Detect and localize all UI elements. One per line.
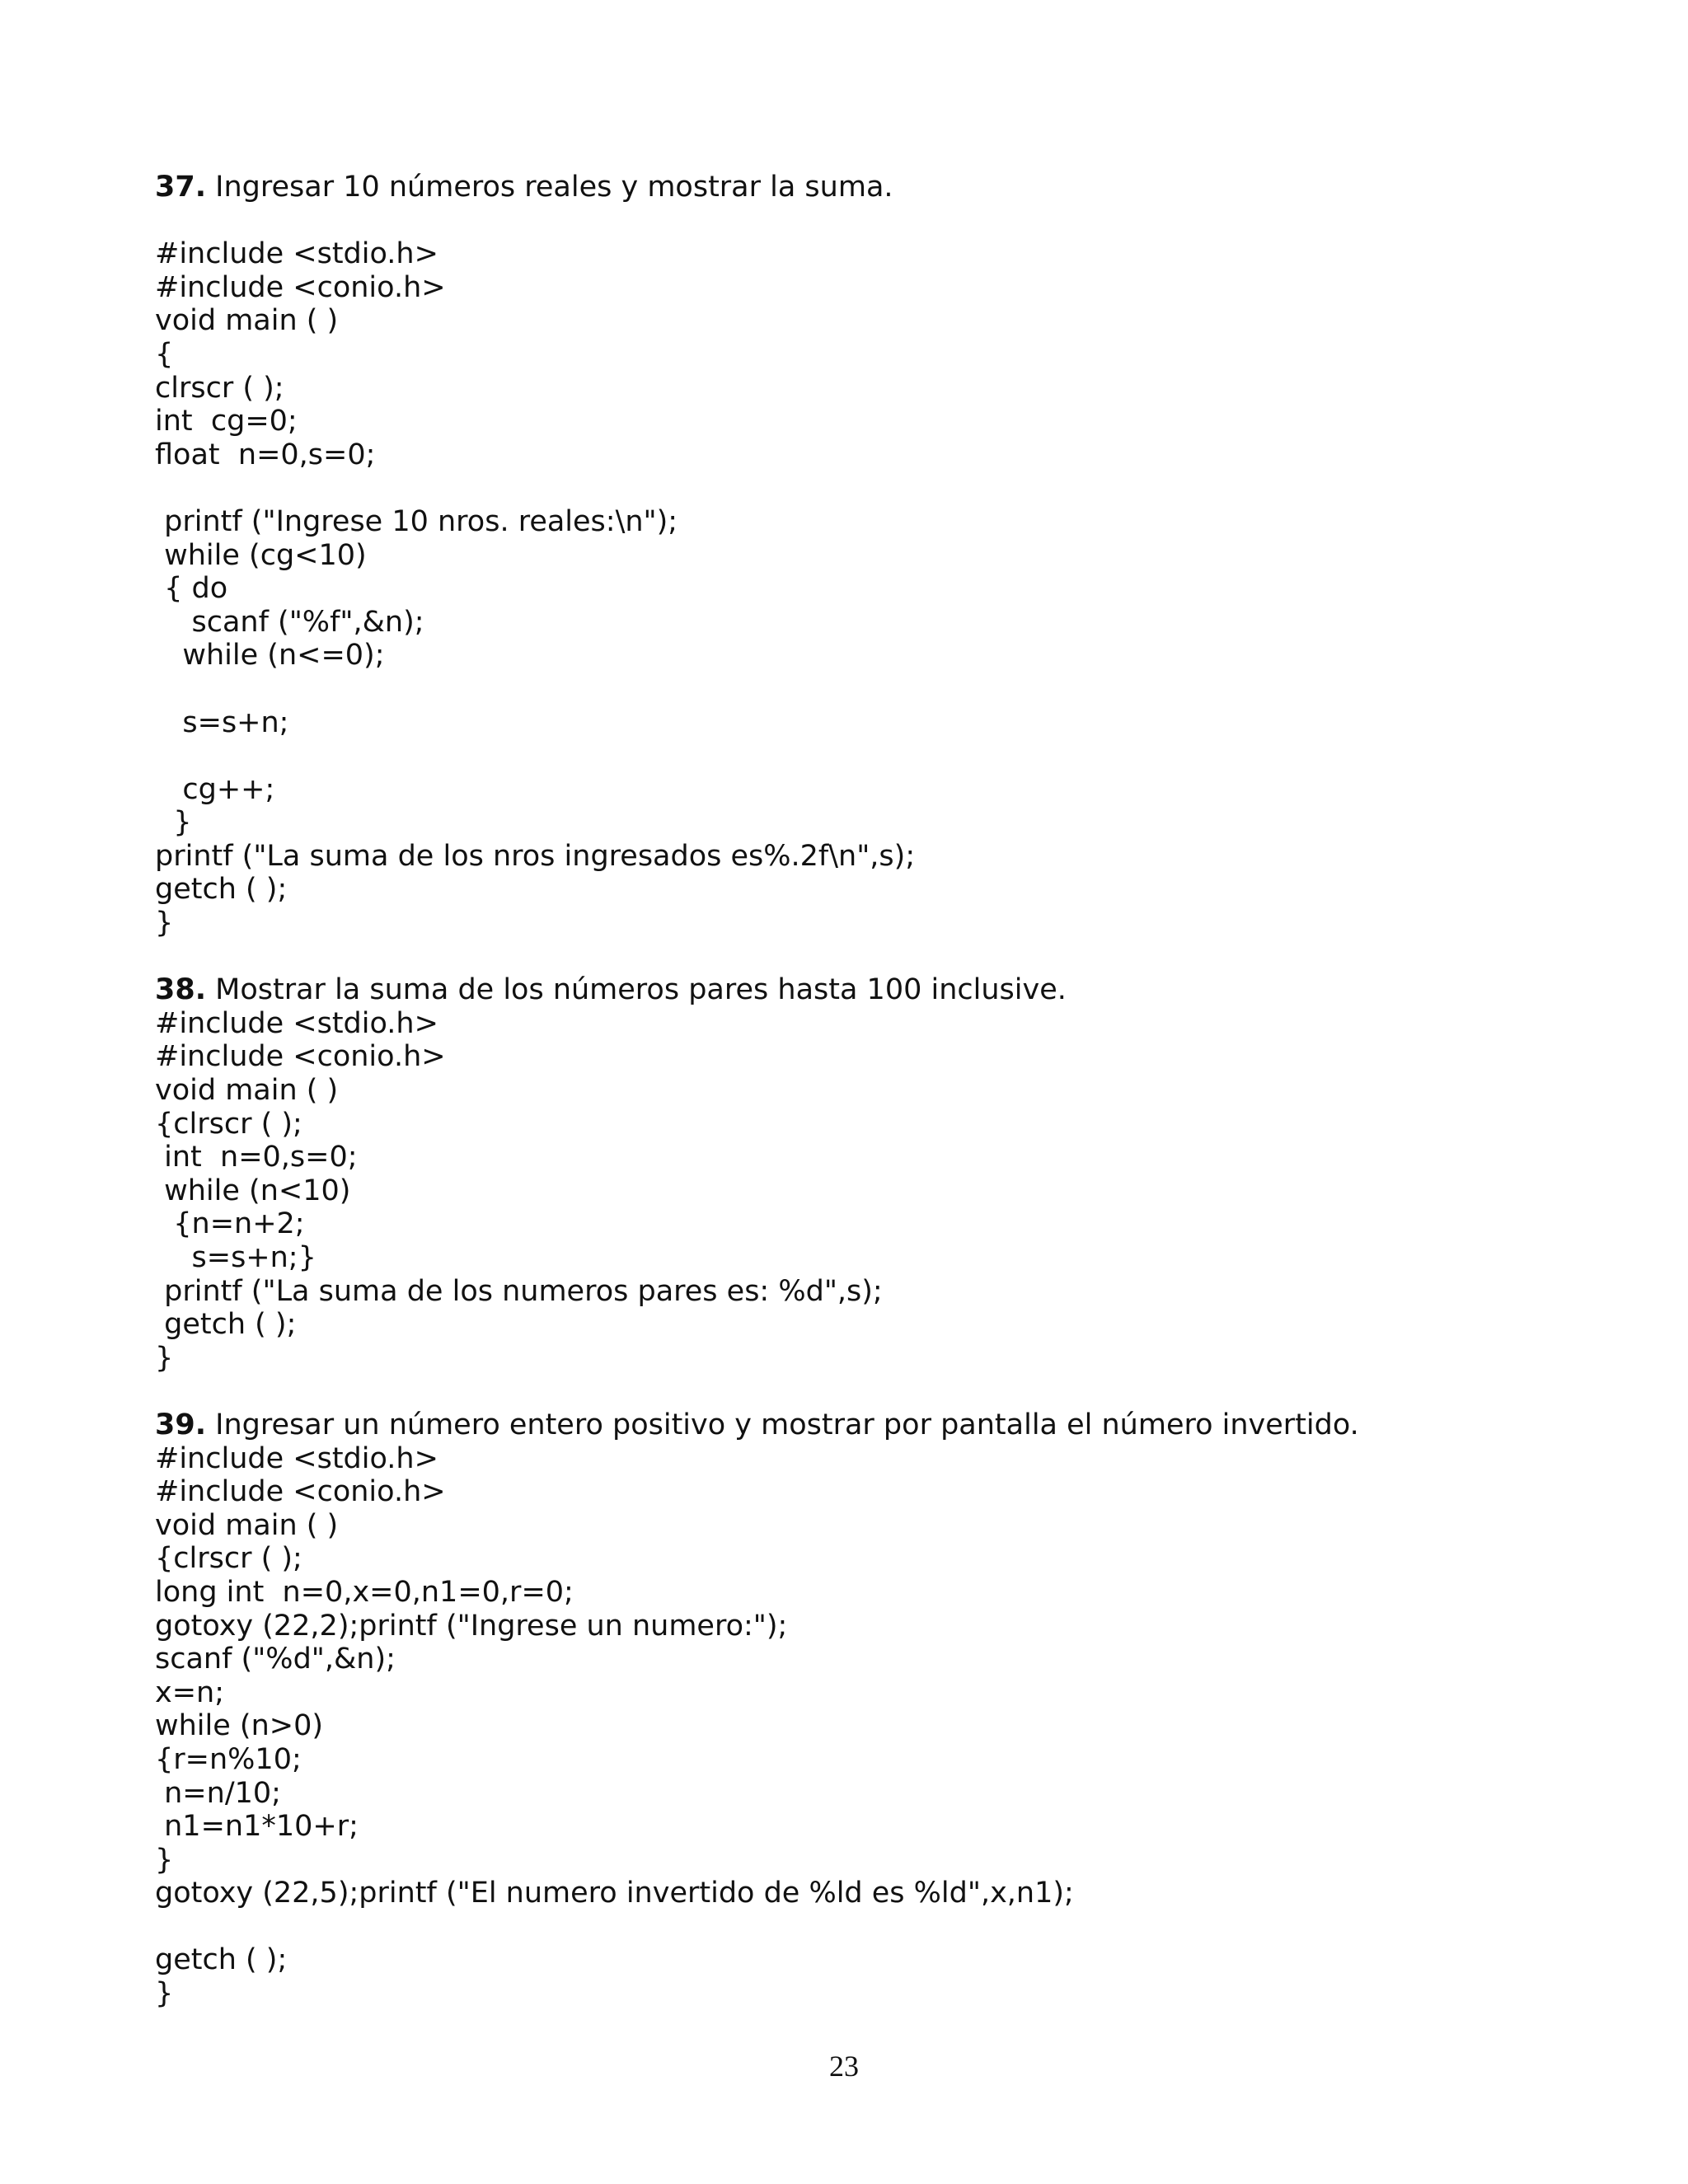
code-line: } [155,907,174,940]
code-line: } [155,1843,174,1877]
problem-block [155,171,1597,973]
code-line: } [155,806,192,840]
code-line: while (cg<10) [155,538,367,572]
page-content [155,171,1597,2011]
code-block [155,1442,1597,2011]
code-line: {r=n%10; [155,1742,302,1776]
code-line: #include <stdio.h> [155,1441,438,1475]
code-line: {clrscr ( ); [155,1107,302,1141]
code-line: int cg=0; [155,405,298,438]
code-line: #include <stdio.h> [155,1006,438,1040]
problem-number: 38. [155,973,207,1007]
code-line: int n=0,s=0; [155,1141,358,1174]
code-line: s=s+n; [155,705,289,739]
code-line: long int n=0,x=0,n1=0,r=0; [155,1575,574,1609]
problem-number: 37. [155,171,207,204]
blank-line [155,204,1597,238]
code-line: #include <conio.h> [155,270,446,304]
code-line: getch ( ); [155,1943,288,1977]
code-line: { [155,337,174,371]
problem-block [155,1408,1597,2011]
code-line: n1=n1*10+r; [155,1810,359,1844]
code-line: while (n<10) [155,1174,351,1207]
code-line: { do [155,572,228,606]
code-line: {n=n+2; [155,1207,305,1241]
code-line: while (n>0) [155,1709,324,1743]
code-line: scanf ("%f",&n); [155,605,424,639]
code-line: getch ( ); [155,1308,297,1342]
section-spacer [155,1375,1597,1408]
code-line [155,1910,1597,1944]
code-line: printf ("La suma de los numeros pares es: %d",s); [155,1274,883,1308]
code-line: #include <conio.h> [155,1040,446,1074]
code-line: gotoxy (22,5);printf ("El numero invertido de %ld es %ld",x,n1); [155,1877,1074,1910]
code-line: } [155,1341,174,1375]
code-line: clrscr ( ); [155,371,284,405]
problem-number: 39. [155,1408,207,1441]
code-line: printf ("Ingrese 10 nros. reales:\n"); [155,504,678,538]
code-line: cg++; [155,772,275,806]
problem-title [155,1408,1597,1442]
code-line: while (n<=0); [155,639,385,673]
code-line: {clrscr ( ); [155,1542,302,1576]
code-line: void main ( ) [155,1508,339,1542]
code-line: void main ( ) [155,304,339,338]
problem-block [155,973,1597,1408]
code-line [155,673,1597,706]
section-spacer [155,940,1597,974]
problem-title [155,973,1597,1007]
code-block [155,237,1597,940]
code-line [155,471,1597,505]
problem-title [155,171,1597,204]
code-line: x=n; [155,1675,225,1709]
code-line: scanf ("%d",&n); [155,1643,396,1676]
code-line: float n=0,s=0; [155,438,376,471]
code-line: #include <stdio.h> [155,237,438,271]
code-line: } [155,1977,174,2011]
problem-statement: Ingresar 10 números reales y mostrar la suma. [206,171,893,204]
code-line: s=s+n;} [155,1241,316,1274]
code-line: gotoxy (22,2);printf ("Ingrese un numero:"); [155,1609,788,1643]
code-line: n=n/10; [155,1776,281,1810]
problem-statement: Mostrar la suma de los números pares hasta 100 inclusive. [206,973,1067,1007]
code-line: void main ( ) [155,1074,339,1108]
page-number: 23 [829,2050,859,2083]
code-line: getch ( ); [155,873,288,907]
code-line [155,739,1597,773]
code-line: printf ("La suma de los nros ingresados es%.2f\n",s); [155,839,916,873]
code-block [155,1007,1597,1376]
code-line: #include <conio.h> [155,1475,446,1509]
problem-statement: Ingresar un número entero positivo y mostrar por pantalla el número invertido. [206,1408,1359,1441]
